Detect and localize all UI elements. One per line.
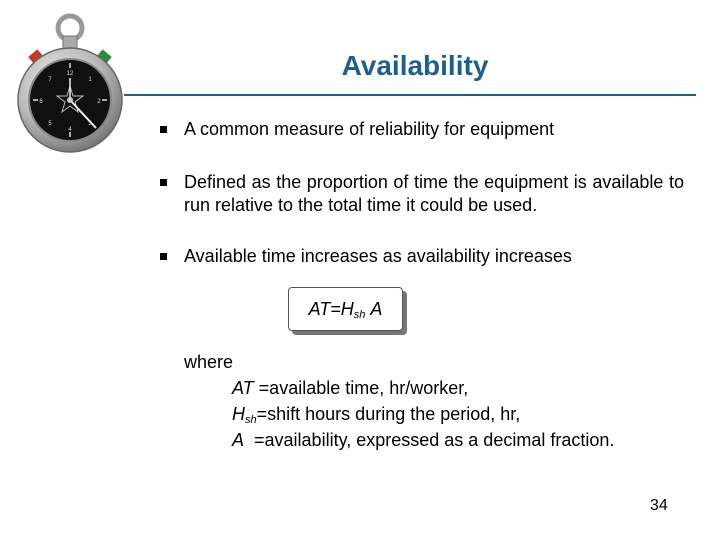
- where-label: where: [184, 352, 234, 372]
- definition-symbol: A: [232, 430, 245, 450]
- bullet-text: A common measure of reliability for equipment: [184, 119, 555, 139]
- svg-text:7: 7: [48, 77, 52, 83]
- svg-text:4: 4: [68, 127, 72, 133]
- definition-text: =availability, expressed as a decimal fraction.: [244, 430, 615, 450]
- svg-text:1: 1: [88, 77, 92, 83]
- square-bullet-icon: [160, 126, 167, 133]
- square-bullet-icon: [160, 253, 167, 260]
- formula-h: H: [340, 299, 354, 319]
- formula-rhs: A: [370, 299, 383, 319]
- page-title: Availability: [341, 50, 489, 81]
- svg-text:6: 6: [39, 99, 43, 105]
- formula-lhs: AT: [308, 299, 331, 319]
- svg-text:2: 2: [97, 99, 101, 105]
- title-divider: [124, 94, 696, 96]
- bullet-text: Defined as the proportion of time the equipment is available to run relative to the total time it could be used.: [184, 172, 684, 215]
- definition-line: [232, 429, 614, 452]
- formula-box: [288, 287, 403, 331]
- definition-line: [232, 377, 468, 400]
- definition-text: =available time, hr/worker,: [253, 378, 469, 398]
- definition-symbol: $H_{sh}$: [232, 404, 257, 426]
- page-number: 34: [650, 497, 668, 514]
- formula-subscript: sh: [353, 309, 366, 321]
- definition-text: =shift hours during the period, hr,: [256, 404, 521, 424]
- svg-text:5: 5: [48, 121, 52, 127]
- definition-line: [232, 403, 520, 432]
- svg-text:3: 3: [88, 121, 92, 127]
- bullet-text: Available time increases as availability increases: [184, 246, 572, 266]
- formula-equals: =: [330, 299, 341, 319]
- definition-symbol: AT: [232, 378, 254, 398]
- square-bullet-icon: [160, 179, 167, 186]
- svg-text:12: 12: [66, 71, 74, 77]
- stopwatch-icon: [0, 8, 140, 173]
